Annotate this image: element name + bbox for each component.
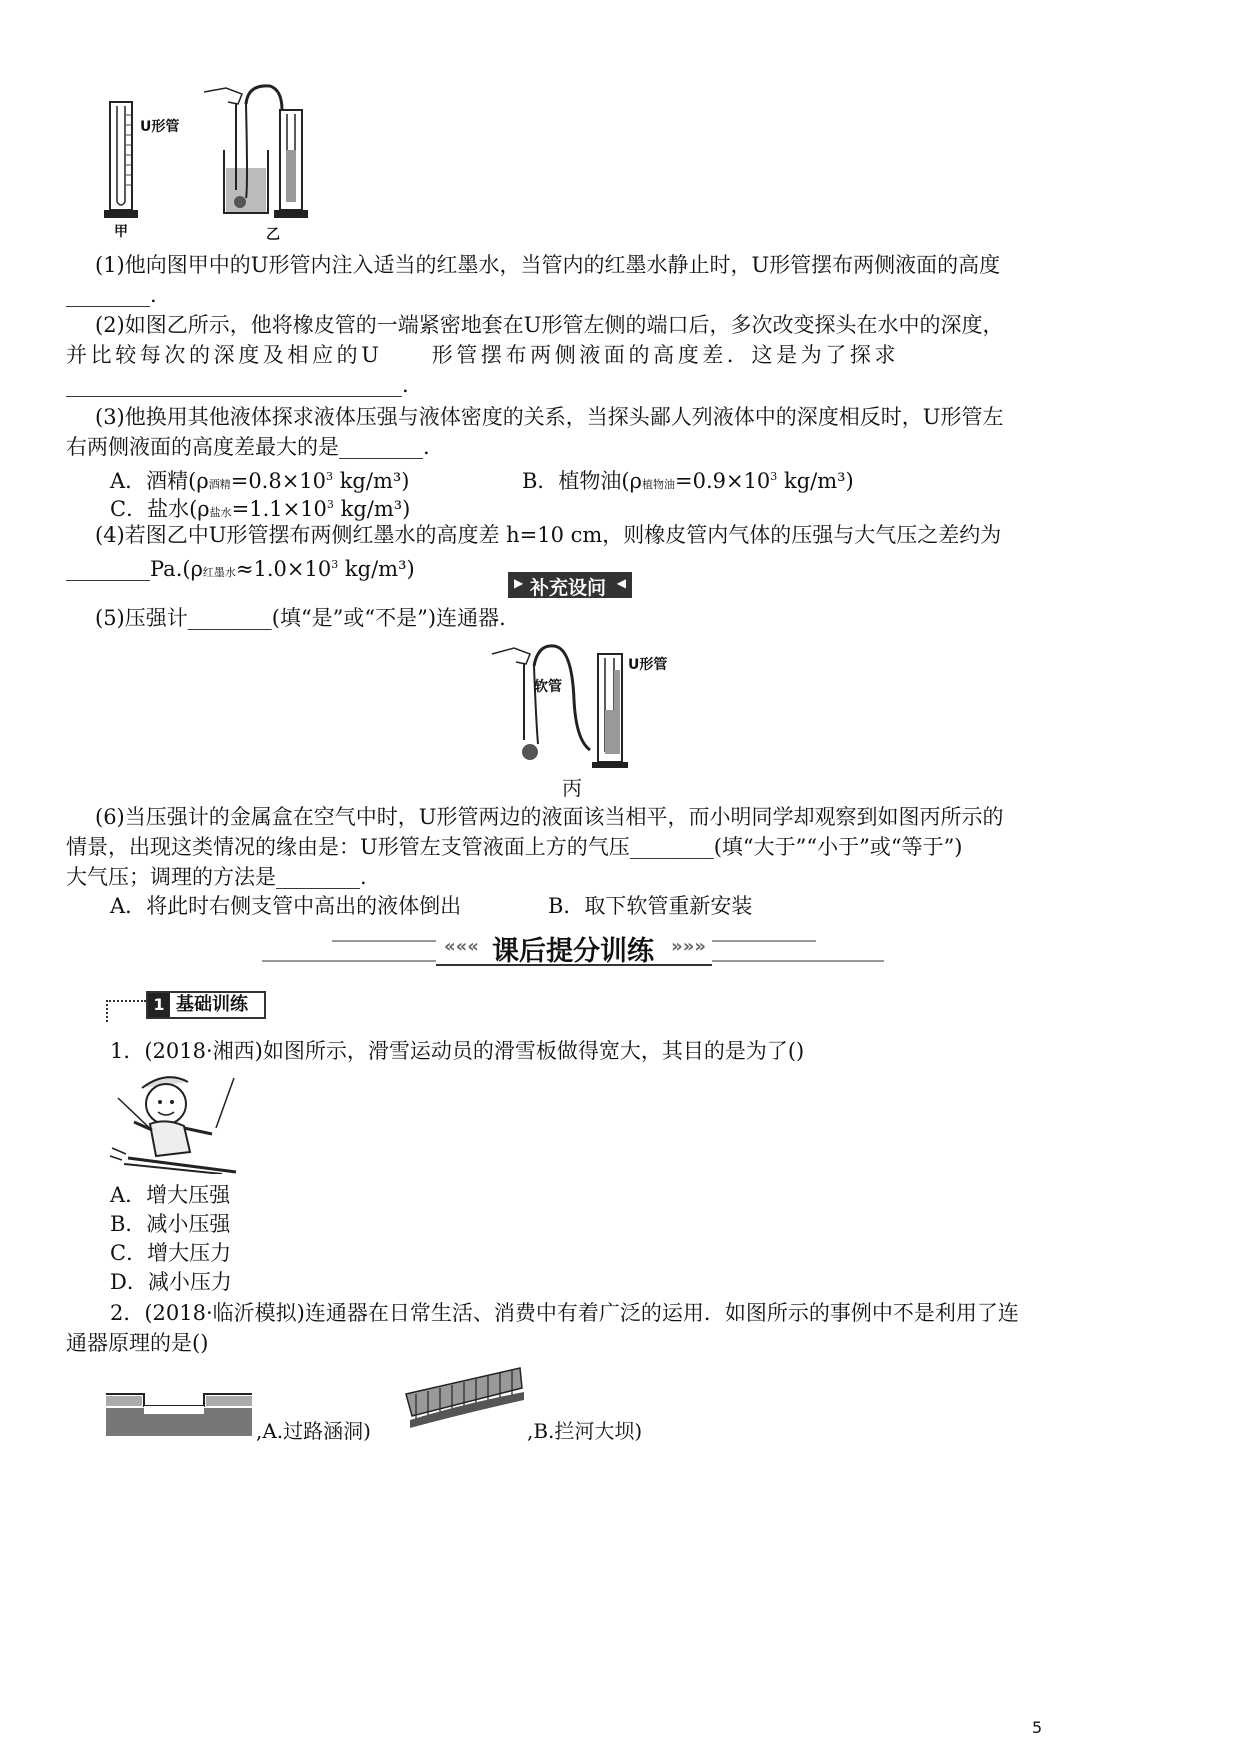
question-2-blank: ________________________________.	[66, 373, 409, 397]
chevrons-right-icon: »»»	[671, 936, 706, 957]
section-title: 课后提分训练	[492, 936, 654, 967]
problem-1-option-c: C．增大压力	[110, 1241, 232, 1265]
question-2-line1: (2)如图乙所示，他将橡皮管的一端紧密地套在U形管左侧的端口后，多次改变探头在水中的深度，	[95, 313, 1004, 337]
figure-jia-yi	[100, 80, 340, 240]
sub-section-dotted-horizontal	[106, 1000, 146, 1002]
section-divider-right-top	[712, 940, 816, 942]
fig-label-u-tube-bing: U形管	[628, 657, 668, 673]
problem-1-option-a: A．增大压强	[110, 1183, 231, 1207]
sub-section-dotted-vertical	[106, 1000, 108, 1022]
question-5-text: (5)压强计________(填“是”或“不是”)连通器.	[95, 606, 506, 630]
question-1-text: (1)他向图甲中的U形管内注入适当的红墨水，当管内的红墨水静止时，U形管摆布两侧液面的高度	[95, 253, 1001, 277]
skier-image	[104, 1068, 240, 1174]
section-divider-left	[262, 960, 436, 962]
sub-section-number: 1	[148, 993, 170, 1017]
question-6-line1: (6)当压强计的金属盒在空气中时，U形管两边的液面该当相平，而小明同学却观察到如图丙所示的	[95, 805, 1004, 829]
banner-title: 补充设问	[530, 577, 607, 599]
banner-arrow-left-icon: ◀	[616, 576, 626, 590]
page-number: 5	[1032, 1718, 1043, 1737]
problem-1-stem: 1．(2018·湘西)如图所示，滑雪运动员的滑雪板做得宽大，其目的是为了()	[110, 1039, 805, 1063]
problem-2-option-a: ,A.过路涵洞)	[256, 1419, 371, 1443]
problem-1-option-d: D．减小压力	[110, 1270, 232, 1294]
fig-label-hose: 软管	[534, 679, 562, 695]
section-divider-right	[712, 960, 884, 962]
problem-2-line2: 通器原理的是()	[66, 1331, 209, 1355]
problem-2-line1: 2．(2018·临沂模拟)连通器在日常生活、消费中有着广泛的运用．如图所示的事例中不是利用了连	[110, 1301, 1019, 1325]
problem-2-option-b: ,B.拦河大坝)	[527, 1419, 643, 1443]
fig-label-jia: 甲	[114, 224, 128, 240]
q3-option-b: B．植物油(ρ植物油$=0.9\times 10^3$ kg/m³)	[522, 469, 854, 493]
question-1-blank: ________.	[66, 283, 157, 307]
dam-image	[402, 1364, 526, 1432]
sub-section-title: 基础训练	[176, 994, 248, 1015]
q6-option-b: B．取下软管重新安装	[548, 894, 753, 918]
figure-dam	[402, 1364, 526, 1432]
fig-caption-bing: 丙	[562, 776, 582, 800]
section-divider-left-top	[332, 940, 436, 942]
q3-option-c: C．盐水(ρ盐水$=1.1\times 10^3$ kg/m³)	[110, 497, 411, 521]
supplement-banner	[508, 572, 632, 598]
culvert-image	[104, 1388, 254, 1438]
question-3-line1: (3)他换用其他液体探求液体压强与液体密度的关系，当探头鄙人列液体中的深度相反时，U形管左	[95, 405, 1004, 429]
question-6-line3: 大气压；调理的方法是________.	[66, 865, 367, 889]
figure-culvert	[104, 1388, 254, 1438]
question-3-line2: 右两侧液面的高度差最大的是________.	[66, 435, 430, 459]
u-tube-apparatus-image	[100, 80, 340, 240]
sub-section-tag	[146, 991, 266, 1019]
question-2-line2: 并比较每次的深度及相应的U 形管摆布两侧液面的高度差．这是为了探求	[66, 343, 900, 367]
q6-option-a: A．将此时右侧支管中高出的液体倒出	[110, 894, 462, 918]
section-title-box	[436, 930, 712, 966]
question-6-line2: 情景，出现这类情况的缘由是：U形管左支管液面上方的气压________(填“大于”“小于”或“等于”)	[66, 835, 963, 859]
chevrons-left-icon: «««	[444, 936, 479, 957]
question-4-line2: ________Pa.(ρ红墨水$\approx 1.0\times 10^3$ kg/m³)	[66, 557, 415, 581]
banner-arrow-right-icon: ▶	[514, 576, 524, 590]
problem-1-option-b: B．减小压强	[110, 1212, 231, 1236]
fig-label-yi: 乙	[266, 227, 280, 243]
fig-label-u-tube: U形管	[140, 119, 180, 135]
question-4-line1: (4)若图乙中U形管摆布两侧红墨水的高度差 h=10 cm，则橡皮管内气体的压强与大气压之差约为	[95, 523, 1002, 547]
q3-option-a: A．酒精(ρ酒精$=0.8\times 10^3$ kg/m³)	[110, 469, 410, 493]
figure-skier	[104, 1068, 240, 1174]
